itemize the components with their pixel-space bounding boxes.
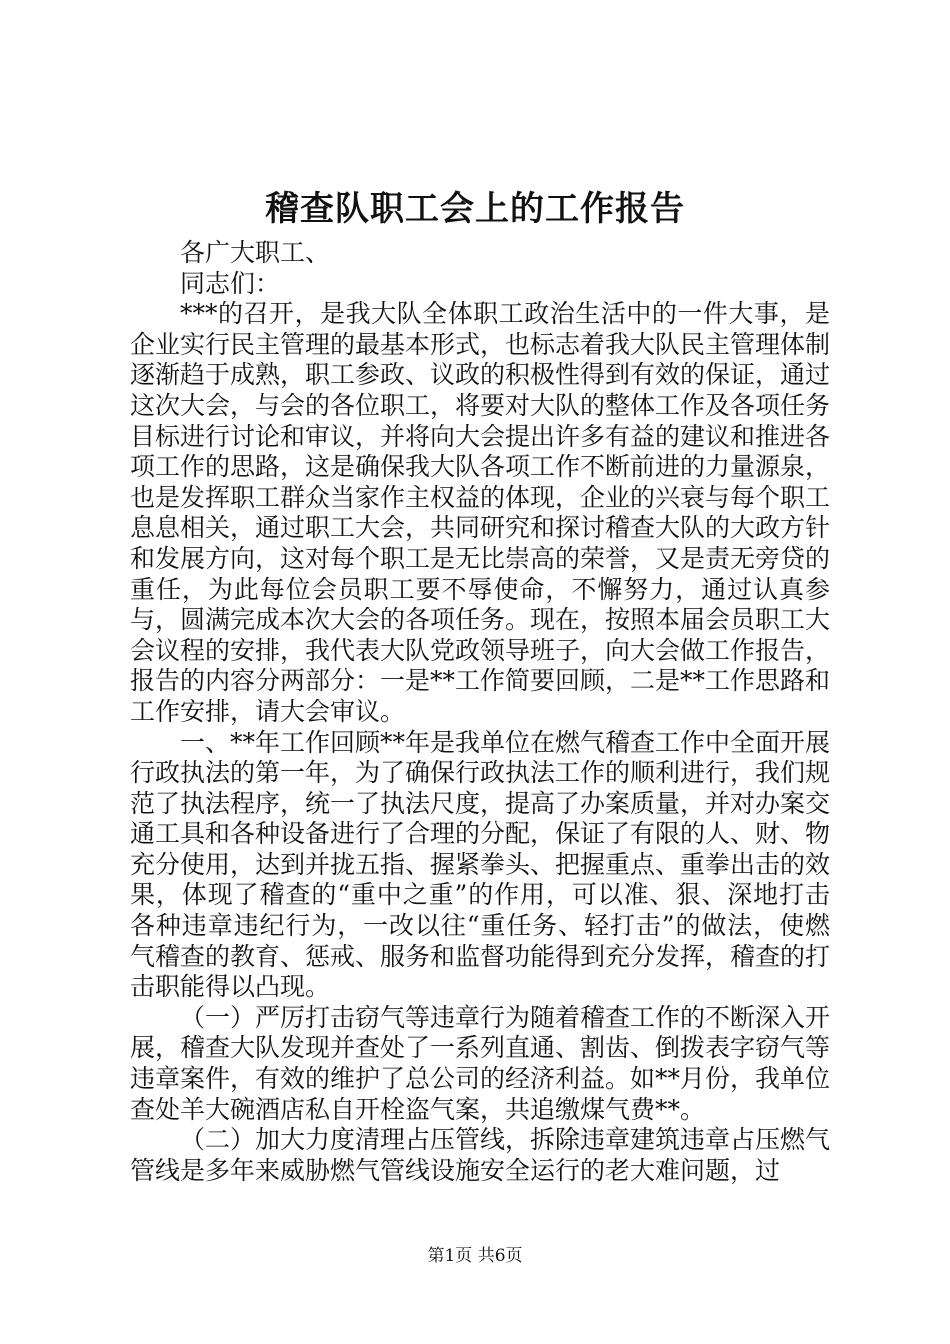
paragraph-review: 一、**年工作回顾**年是我单位在燃气稽查工作中全面开展行政执法的第一年，为了确保行政执法工作的顺利进行，我们规范了执法程序，统一了执法尺度，提高了办案质量，并对办案交通工具和各种设备进行了合理的分配，保证了有限的人、财、物充分使用，达到并拢五指、握紧拳头、把握重点、重拳出击的效果，体现了稽查的“重中之重”的作用，可以准、狠、深地打击各种违章违纪行为，一改以往“重任务、轻打击”的做法，使燃气稽查的教育、惩戒、服务和监督功能得到充分发挥，稽查的打击职能得以凸现。 xyxy=(130,727,831,1002)
document-title: 稽查队职工会上的工作报告 xyxy=(265,189,685,229)
paragraph-section-2: （二）加大力度清理占压管线，拆除违章建筑违章占压燃气管线是多年来威胁燃气管线设施安全运行的老大难问题，过 xyxy=(130,1125,831,1185)
page-number-footer: 第1页 共6页 xyxy=(427,1246,523,1266)
paragraph-intro: ***的召开，是我大队全体职工政治生活中的一件大事，是企业实行民主管理的最基本形式，也标志着我大队民主管理体制逐渐趋于成熟，职工参政、议政的积极性得到有效的保证，通过这次大会，与会的各位职工，将要对大队的整体工作及各项任务目标进行讨论和审议，并将向大会提出许多有益的建议和推进各项工作的思路，这是确保我大队各项工作不断前进的力量源泉，也是发挥职工群众当家作主权益的体现，企业的兴衰与每个职工息息相关，通过职工大会，共同研究和探讨稽查大队的大政方针和发展方向，这对每个职工是无比崇高的荣誉，又是责无旁贷的重任，为此每位会员职工要不辱使命，不懈努力，通过认真参与，圆满完成本次大会的各项任务。现在，按照本届会员职工大会议程的安排，我代表大队党政领导班子，向大会做工作报告，报告的内容分两部分：一是**工作简要回顾，二是**工作思路和工作安排，请大会审议。 xyxy=(130,299,831,726)
paragraph-section-1: （一）严厉打击窃气等违章行为随着稽查工作的不断深入开展，稽查大队发现并查处了一系列直通、割齿、倒拨表字窃气等违章案件，有效的维护了总公司的经济利益。如**月份，我单位查处羊大碗酒店私自开栓盗气案，共追缴煤气费**。 xyxy=(130,1002,831,1124)
document-body xyxy=(130,238,830,1186)
salutation-line-2: 同志们： xyxy=(180,268,281,298)
salutation-line-1: 各广大职工、 xyxy=(180,238,331,267)
